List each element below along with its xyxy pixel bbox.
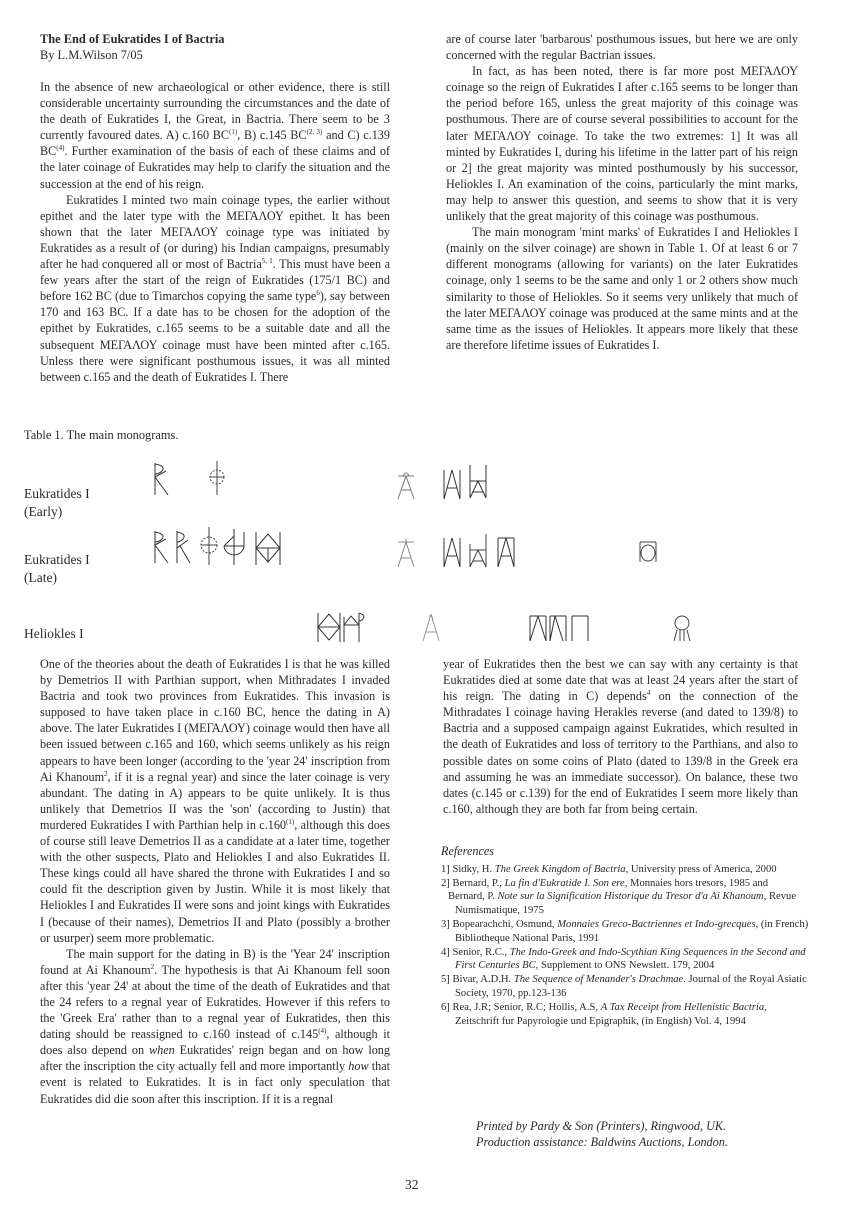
monogram-icon [198, 526, 220, 566]
monogram-icon [396, 468, 416, 500]
paragraph-year-24: The main support for the dating in B) is the 'Year 24' inscription found at Ai Khanoum$^2$. The hypothesis is that Ai Khanoum fell soon after this 'year 24' at about the time of the death of Eukratides and that the 24 refers to a regnal year of Eukratides. However if this refers to the 'Greek Era' rather than to a regnal year of Eukratides, then this dating should be reassigned to c.160 instead of c.145$^{(4)}$, although it does also depend on when Eukratides' reign began and on how long after the inscription the city actually fell and more importantly how that event is related to Eukratides. It is in fact only speculation that Eukratides did die soon after this inscription. If it is a regnal [40, 946, 390, 1106]
monogram-icon [442, 536, 462, 568]
references-section [441, 845, 811, 1028]
article-title: The End of Eukratides I of Bactria [40, 32, 225, 46]
paragraph-intro: In the absence of new archaeological or other evidence, there is still considerable uncertainty surrounding the circumstances and the date of the death of Eukratides I, the Great, in Bactria. There seem to be 3 currently favoured dates. A) c.160 BC$^{(1)}$, B) c.145 BC$^{(2, 3)}$ and C) c.139 BC$^{(4)}$. Further examination of the basis of each of these claims and of the later coinage of Eukratides may help to clarify the situation and the succession at the end of his reign. [40, 80, 390, 191]
monogram-icon [152, 530, 176, 564]
production-line: Production assistance: Baldwins Auctions, London. [476, 1135, 728, 1149]
monogram-icon [342, 611, 366, 643]
monogram-icon [468, 532, 488, 568]
monogram-icon [174, 530, 196, 564]
references-heading: References [441, 844, 495, 858]
row-label-heliokles: Heliokles I [24, 626, 84, 641]
monogram-icon [254, 530, 282, 566]
monogram-icon [468, 463, 488, 499]
table-caption: Table 1. The main monograms. [24, 428, 179, 442]
column-bottom-left [40, 656, 390, 1107]
reference-item: 2] Bernard, P., La fin d'Eukratide I. Son ere, Monnaies hors tresors, 1985 and [441, 877, 769, 889]
monogram-icon [316, 611, 342, 643]
monogram-icon [672, 612, 692, 642]
monogram-icon [638, 540, 658, 564]
monogram-icon [420, 612, 442, 642]
reference-item: 6] Rea, J.R; Senior, R.C; Hollis, A.S, A Tax Receipt from Hellenistic Bactria, Zeitschrift fur Papyrologie und Epigraphik, (in English) Vol. 4, 1994 [441, 1001, 767, 1027]
monogram-icon [496, 536, 516, 568]
printer-credits [476, 1118, 728, 1150]
row-label-eukratides-early: Eukratides I (Early) [24, 486, 90, 519]
printer-line: Printed by Pardy & Son (Printers), Ringwood, UK. [476, 1119, 727, 1133]
paragraph-post-megaloy: In fact, as has been noted, there is far more post ΜΕΓΑΛΟΥ coinage so the reign of Eukratides I after c.165 seems to be longer than the period before 165, unless the great majority of this coinage was posthumous. There are of course several possibilities to account for the later ΜΕΓΑΛΟΥ coinage. To take the two extremes: 1] It was all minted by Eukratides I, during his lifetime in the latter part of his reign or 2] the great majority was minted posthumously by his successor, Heliokles I. An examination of the coins, particularly the mint marks, may help to answer this question, and seems to show that it is very unlikely that the great majority of this coinage was posthumous. [446, 64, 798, 224]
monogram-icon [442, 468, 462, 500]
column-top-right [446, 31, 798, 353]
monogram-icon [548, 614, 568, 642]
monogram-icon [206, 460, 228, 496]
monogram-icon [152, 462, 176, 496]
paragraph-coinage-types: Eukratides I minted two main coinage types, the earlier without epithet and the later type with the ΜΕΓΑΛΟΥ epithet. It has been shown that the later ΜΕΓΑΛΟΥ coinage type was initiated by Eukratides as a result of (or during) his Indian campaigns, presumably after he had conquered all or most of Bactria$^{5, 1}$. This must have been a few years after the start of the reign of Eukratides (175/1 BC) and before 162 BC (due to Timarchos copying the same type$^6$), say between 170 and 163 BC. If a date has to be chosen for the adoption of the epithet by Eukratides, c.165 seems to be a suitable date and all the subsequent ΜΕΓΑΛΟΥ coinage must have been minted after c.165. Unless there were significant posthumous issues, it was all minted between c.165 and the death of Eukratides I. There [40, 192, 390, 384]
reference-item: Bernard, P. Note sur la Signification Historique du Tresor d'a Ai Khanoum, Revue Numismatique, 1975 [448, 891, 797, 917]
reference-item: 5] Bivar, A.D.H. The Sequence of Menander's Drachmae. Journal of the Royal Asiatic Society, 1970, pp.123-136 [441, 974, 807, 999]
paragraph-demetrios-theory: One of the theories about the death of Eukratides I is that he was killed by Demetrios II with Parthian support, when Mithradates I invaded Bactria and took two provinces from Eukratides. This invasion is supposed to have taken place in c.160 BC, hence the dating in A) above. The later Eukratides I (ΜΕΓΑΛΟΥ) coinage would then have all been issued between c.165 and 160, which seems unlikely as his reign appears to have been longer (according to the 'year 24' inscription from Ai Khanoum$^2$, if it is a regnal year) and since the later coinage is very abundant. The dating in A) appears to be quite unlikely. It is thus unlikely that Demetrios II was the 'son' (according to Justin) that murdered Eukratides I with Parthian help in c.160$^{(1)}$, although this does of course still leave Demetrios II as a candidate at a later time, together with the other suspects, Plato and Heliokles I and also Eukratides II. These kings could all have shared the throne with Eukratides I and so could fit the description given by Justin. While it is most likely that Heliokles I and Eukratides II were sons and joint kings with Eukratides I (because of their names), Demetrios II and Plato (possibly a brother or usurper) seem more problematic. [40, 657, 390, 945]
row-label-eukratides-late: Eukratides I (Late) [24, 552, 90, 585]
paragraph-conclusion: year of Eukratides then the best we can say with any certainty is that Eukratides died at some date that was at least 24 years after the start of his reign. The dating in C) depends$^4$ on the connection of the Mithradates I coinage having Herakles reverse (and dated to 139/8) to Bactria and a supposed campaign against Eukratides, which resulted in the death of Eukratides and loss of territory to the Parthians, and also to possible dates on some coins of Plato (dated to 139/8 in the Greek era and assuming he was an immediate successor). On balance, these two dates (c.145 or c.139) for the end of Eukratides I seem more likely than c.160, although they are both far from being certain. [443, 657, 799, 816]
monogram-icon [570, 614, 590, 642]
reference-item: 3] Bopearachchi, Osmund, Monnaies Greco-Bactriennes et Indo-grecques, (in French) Bibliotheque National Paris, 1991 [441, 918, 809, 944]
paragraph-barbarous-issues: are of course later 'barbarous' posthumous issues, but here we are only concerned with the regular Bactrian issues. [446, 32, 798, 63]
monogram-icon [396, 536, 416, 568]
reference-item: 4] Senior, R.C., The Indo-Greek and Indo-Scythian King Sequences in the Second and First Centuries BC, Supplement to ONS Newslett. 179, 2004 [441, 946, 806, 972]
monogram-icon [222, 528, 246, 566]
article-byline: By L.M.Wilson 7/05 [40, 48, 143, 62]
page-number: 32 [405, 1177, 419, 1192]
paragraph-mint-marks: The main monogram 'mint marks' of Eukratides I and Heliokles I (mainly on the silver coinage) are shown in Table 1. Of at least 6 or 7 different monograms (allowing for variants) on the later Eukratides coinage, only 1 seems to be the same and only 1 or 2 others show much similarity to those of Heliokles. So it seems very unlikely that much of the later ΜΕΓΑΛΟΥ coinage was produced at the same mints and at the same time as the issues of Heliokles. It appears more likely that these are therefore lifetime issues of Eukratides I. [446, 225, 798, 352]
column-bottom-right [443, 656, 798, 817]
column-top-left [40, 31, 390, 385]
reference-item: 1] Sidky, H. The Greek Kingdom of Bactria, University press of America, 2000 [441, 863, 777, 875]
monogram-icon [528, 614, 548, 642]
